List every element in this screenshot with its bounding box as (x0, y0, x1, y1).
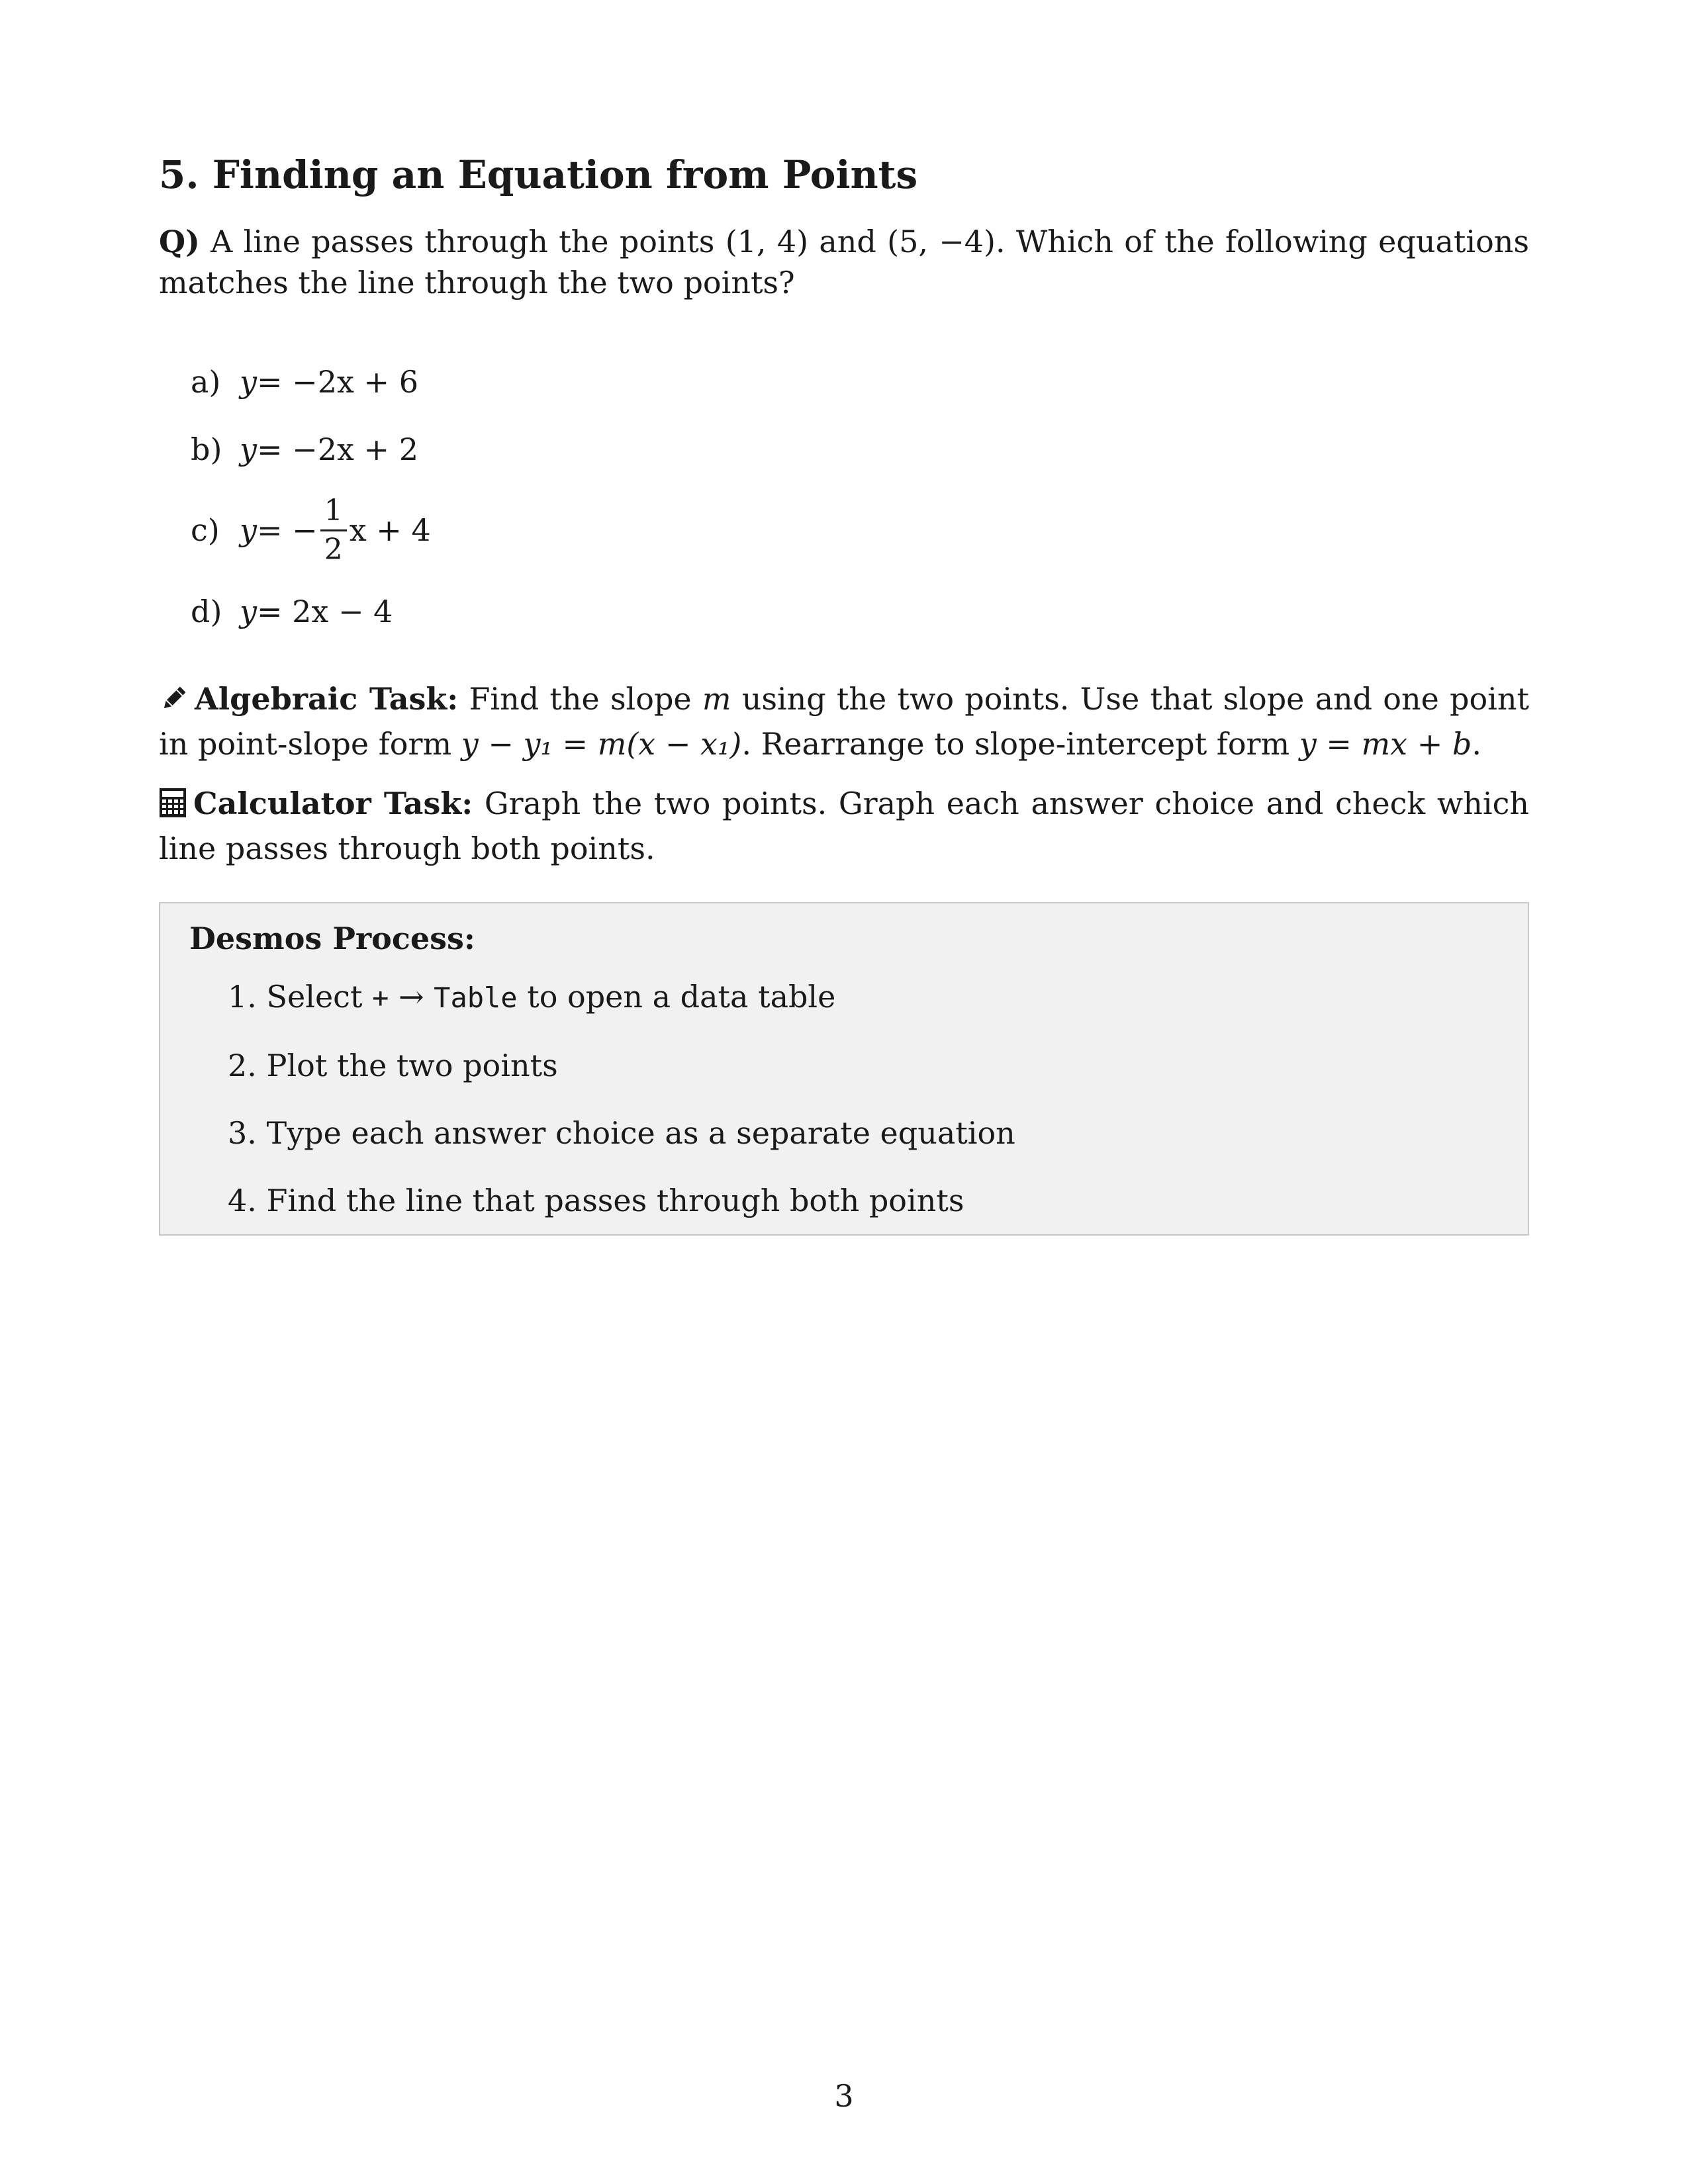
point-a: (1, 4) (725, 223, 809, 259)
calculator-task-label: Calculator Task: (193, 785, 473, 821)
choice-lhs: y (240, 512, 257, 549)
algebraic-task-label: Algebraic Task: (195, 680, 459, 717)
desmos-title: Desmos Process: (189, 920, 475, 956)
step-text-post: to open a data table (517, 978, 836, 1015)
step-text-pre: Select (256, 978, 373, 1015)
choice-rhs: = 2x − 4 (257, 593, 393, 629)
question-text-part-2: and (808, 223, 888, 259)
page-number: 3 (834, 2078, 854, 2114)
choice-lhs: y (240, 431, 257, 467)
fraction-denominator: 2 (324, 532, 343, 567)
choice-lhs: y (240, 363, 257, 400)
step-number: 3. (228, 1115, 257, 1151)
desmos-steps (189, 976, 1499, 1221)
choice-d[interactable] (191, 591, 1529, 632)
algebraic-text-part-2: using the two points. Use that slope and one point in point-slope form (159, 680, 1530, 762)
choice-a[interactable] (191, 361, 1529, 402)
algebraic-task (159, 678, 1529, 764)
section-title: 5. Finding an Equation from Points (159, 152, 918, 197)
question-text-part-3: . Which of the following equations matches the line through the two points? (159, 223, 1529, 300)
table-menu-item: Table (434, 981, 518, 1014)
step-number: 4. (228, 1182, 257, 1218)
choice-letter: b) (191, 431, 222, 467)
desmos-step-4 (228, 1180, 1499, 1221)
plus-key: + (372, 981, 389, 1014)
choice-eq: = − (257, 512, 318, 549)
question-text-part-1: A line passes through the points (199, 223, 726, 259)
choice-letter: a) (191, 363, 221, 400)
step-number: 1. (228, 978, 257, 1015)
choice-lhs: y (240, 593, 257, 629)
algebraic-text-part-4: . (1472, 725, 1481, 762)
question-text (159, 221, 1529, 303)
step-text: Find the line that passes through both points (256, 1182, 964, 1218)
choice-rhs: = −2x + 6 (257, 363, 418, 400)
worksheet-page (159, 152, 1529, 1236)
point-b: (5, −4) (887, 223, 996, 259)
step-text: Type each answer choice as a separate equation (256, 1115, 1015, 1151)
point-slope-formula: y − y₁ = m(x − x₁) (461, 725, 742, 762)
choice-letter: c) (191, 512, 220, 549)
slope-intercept-formula: y = mx + b (1299, 725, 1472, 762)
calculator-task (159, 783, 1529, 869)
choice-rest: x + 4 (349, 512, 431, 549)
pencil-icon (159, 682, 188, 723)
choice-b[interactable] (191, 429, 1529, 470)
step-number: 2. (228, 1047, 257, 1083)
fraction-numerator: 1 (320, 496, 347, 531)
arrow-symbol: → (389, 978, 434, 1015)
algebraic-text-part-1: Find the slope (458, 680, 702, 717)
choice-c[interactable] (191, 493, 1529, 567)
question-label: Q) (159, 223, 200, 259)
choice-rhs: = −2x + 2 (257, 431, 418, 467)
calculator-task-text: Graph the two points. Graph each answer choice and check which line passes through both points. (159, 785, 1529, 866)
choice-letter: d) (191, 593, 222, 629)
answer-choices (191, 361, 1529, 632)
slope-variable: m (702, 680, 731, 717)
fraction (320, 493, 347, 567)
calculator-icon (159, 787, 187, 828)
desmos-step-3 (228, 1113, 1499, 1154)
algebraic-text-part-3: . Rearrange to slope-intercept form (741, 725, 1299, 762)
step-text: Plot the two points (256, 1047, 558, 1083)
desmos-process-box (159, 902, 1529, 1236)
desmos-step-1 (228, 976, 1499, 1019)
desmos-step-2 (228, 1045, 1499, 1086)
